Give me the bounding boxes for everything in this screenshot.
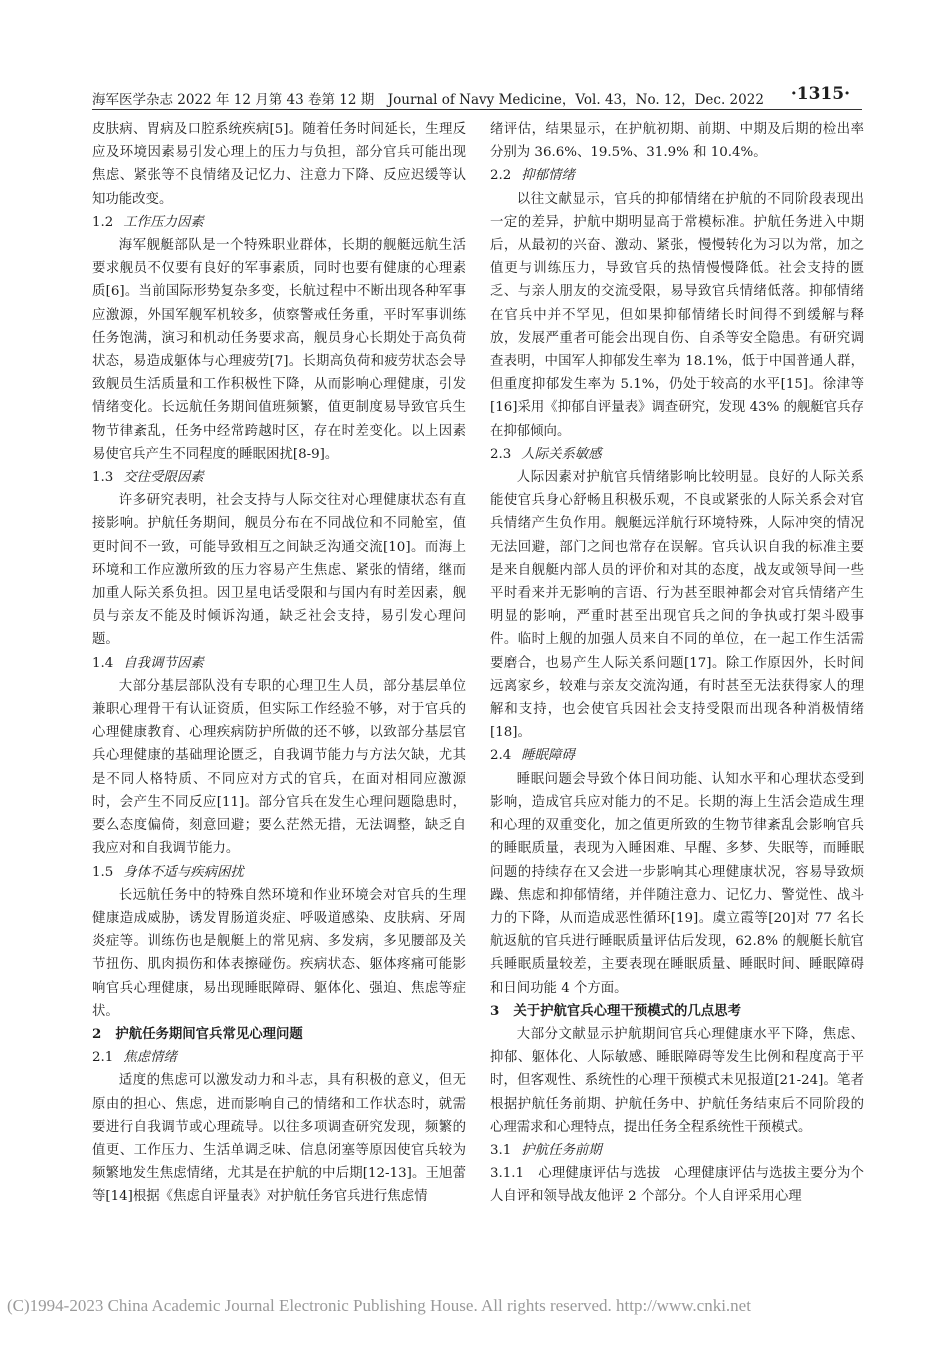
section-title: 焦虑情绪	[123, 1050, 177, 1066]
section-heading-1-2	[92, 211, 466, 234]
section-number: 2	[92, 1025, 102, 1042]
section-number: 1.5	[92, 864, 114, 880]
section-number: 3.1	[490, 1142, 512, 1158]
section-heading-1-5	[92, 861, 466, 884]
section-heading-3-1	[490, 1139, 864, 1162]
section-number: 2.4	[490, 748, 512, 764]
section-heading-2-1	[92, 1046, 466, 1069]
paragraph-continued: 皮肤病、胃病及口腔系统疾病[5]。随着任务时间延长，生理反应及环境因素易引发心理上的压力与负担，部分官兵可能出现焦虑、紧张等不良情绪及记忆力、注意力下降、反应迟缓等认知功能改变。	[92, 122, 466, 207]
paragraph: 人际因素对护航官兵情绪影响比较明显。良好的人际关系能使官兵身心舒畅且积极乐观，不良或紧张的人际关系会对官兵情绪产生负作用。舰艇远洋航行环境特殊，人际冲突的情况无法回避，部门之间也常存在误解。官兵认识自我的标准主要是来自舰艇内部人员的评价和对其的态度，战友或领导间一些平时看来并无影响的言语、行为甚至眼神都会对官兵情绪产生明显的影响，严重时甚至出现官兵之间的争执或打架斗殴事件。临时上舰的加强人员来自不同的单位，在一起工作生活需要磨合，也易产生人际关系问题[17]。除工作原因外，长时间远离家乡，较难与亲友交流沟通，有时甚至无法获得家人的理解和支持，也会使官兵因社会支持受限而出现各种消极情绪[18]。	[490, 470, 864, 741]
section-heading-2	[92, 1023, 466, 1046]
section-heading-3-1-1	[490, 1162, 864, 1208]
section-title: 人际关系敏感	[521, 446, 602, 462]
paragraph-continued: 绪评估，结果显示，在护航初期、前期、中期及后期的检出率分别为 36.6%、19.5%、31.9% 和 10.4%。	[490, 122, 864, 161]
section-title: 自我调节因素	[123, 655, 204, 671]
section-title: 身体不适与疾病困扰	[123, 864, 244, 880]
section-number: 2.3	[490, 446, 512, 462]
page-header	[92, 84, 862, 110]
page-number: ·1315·	[790, 84, 850, 104]
paragraph: 睡眠问题会导致个体日间功能、认知水平和心理状态受到影响，造成官兵应对能力的不足。长期的海上生活会造成生理和心理的双重变化，加之值更所致的生物节律紊乱会影响官兵的睡眠质量，表现为入睡困难、早醒、多梦、失眠等，而睡眠问题的持续存在又会进一步影响其心理健康状况，容易导致烦躁、焦虑和抑郁情绪，并伴随注意力、记忆力、警觉性、战斗力的下降，从而造成恶性循环[19]。虞立霞等[20]对 77 名长航返航的官兵进行睡眠质量评估后发现，62.8% 的舰艇长航官兵睡眠质量较差，主要表现在睡眠质量、睡眠时间、睡眠障碍和日间功能 4 个方面。	[490, 771, 864, 996]
header-rule	[92, 109, 862, 110]
section-number: 3.1.1	[490, 1166, 525, 1182]
section-title: 护航任务前期	[521, 1142, 602, 1158]
section-number: 1.2	[92, 214, 114, 230]
paragraph: 适度的焦虑可以激发动力和斗志，具有积极的意义，但无原由的担心、焦虑，进而影响自己的情绪和工作状态时，就需要进行自我调节或心理疏导。以往多项调查研究发现，频繁的值更、工作压力、生活单调乏味、信息闭塞等原因使官兵较为频繁地发生焦虑情绪，尤其是在护航的中后期[12-13]。王旭蕾等[14]根据《焦虑自评量表》对护航任务官兵进行焦虑情	[92, 1073, 466, 1205]
section-heading-3	[490, 1000, 864, 1023]
paragraph: 长远航任务中的特殊自然环境和作业环境会对官兵的生理健康造成威胁，诱发胃肠道炎症、呼吸道感染、皮肤病、牙周炎症等。训练伤也是舰艇上的常见病、多发病，多见腰部及关节扭伤、肌肉损伤和体表擦碰伤。疾病状态、躯体疼痛可能影响官兵心理健康，易出现睡眠障碍、躯体化、强迫、焦虑等症状。	[92, 887, 466, 1019]
paragraph: 许多研究表明，社会支持与人际交往对心理健康状态有直接影响。护航任务期间，舰员分布在不同战位和不同舱室，值更时间不一致，可能导致相互之间缺乏沟通交流[10]。而海上环境和工作应激所致的压力容易产生焦虑、紧张的情绪，继而加重人际关系负担。因卫星电话受限和与国内有时差因素，舰员与亲友不能及时倾诉沟通，缺乏社会支持，易引发心理问题。	[92, 493, 466, 648]
section-title: 睡眠障碍	[521, 748, 575, 764]
inline-paragraph: 心理健康评估与选拔主要分为个人自评和领导战友他评 2 个部分。个人自评采用心理	[490, 1166, 865, 1205]
journal-header: 海军医学杂志 2022 年 12 月第 43 卷第 12 期 Journal of Navy Medicine，Vol. 43，No. 12，Dec. 2022	[92, 92, 764, 108]
section-number: 2.2	[490, 168, 512, 184]
left-column	[92, 118, 466, 1209]
paragraph: 海军舰艇部队是一个特殊职业群体，长期的舰艇远航生活要求舰员不仅要有良好的军事素质，同时也要有健康的心理素质[6]。当前国际形势复杂多变，长航过程中不断出现各种军事应激源，外国军舰军机较多，侦察警戒任务重，平时军事训练任务饱满，演习和机动任务要求高，舰员身心长期处于高负荷状态，易造成躯体与心理疲劳[7]。长期高负荷和疲劳状态会导致舰员生活质量和工作积极性下降，从而影响心理健康，引发情绪变化。长远航任务期间值班频繁，值更制度易导致官兵生物节律紊乱，任务中经常跨越时区，存在时差变化。以上因素易使官兵产生不同程度的睡眠困扰[8-9]。	[92, 238, 466, 462]
section-heading-1-4	[92, 652, 466, 675]
paragraph: 大部分基层部队没有专职的心理卫生人员，部分基层单位兼职心理骨干有认证资质，但实际工作经验不够，对于官兵的心理健康教育、心理疾病防护所做的还不够，以致部分基层官兵心理健康的基础理论匮乏，自我调节能力与方法欠缺，尤其是不同人格特质、不同应对方式的官兵，在面对相同应激源时，会产生不同反应[11]。部分官兵在发生心理问题隐患时，要么态度偏倚，刻意回避；要么茫然无措，无法调整，缺乏自我应对和自我调节能力。	[92, 678, 466, 857]
section-heading-2-2	[490, 164, 864, 187]
copyright-footer: (C)1994-2023 China Academic Journal Electronic Publishing House. All rights reserved. http://www.cnki.net	[7, 1296, 751, 1315]
section-number: 1.4	[92, 655, 114, 671]
section-heading-2-3	[490, 443, 864, 466]
section-title: 交往受限因素	[123, 470, 204, 486]
section-number: 2.1	[92, 1050, 114, 1066]
section-title: 心理健康评估与选拔	[538, 1166, 661, 1182]
section-number: 3	[490, 1002, 500, 1019]
right-column	[490, 118, 864, 1209]
section-heading-2-4	[490, 744, 864, 767]
section-title: 护航任务期间官兵常见心理问题	[115, 1025, 303, 1042]
paragraph: 大部分文献显示护航期间官兵心理健康水平下降，焦虑、抑郁、躯体化、人际敏感、睡眠障碍等发生比例和程度高于平时，但客观性、系统性的心理干预模式未见报道[21-24]。笔者根据护航任务前期、护航任务中、护航任务结束后不同阶段的心理需求和心理特点，提出任务全程系统性干预模式。	[490, 1026, 864, 1135]
section-title: 关于护航官兵心理干预模式的几点思考	[513, 1002, 741, 1019]
section-number: 1.3	[92, 470, 114, 486]
section-title: 工作压力因素	[123, 214, 204, 230]
section-title: 抑郁情绪	[521, 168, 575, 184]
paragraph: 以往文献显示，官兵的抑郁情绪在护航的不同阶段表现出一定的差异，护航中期明显高于常模标准。护航任务进入中期后，从最初的兴奋、激动、紧张，慢慢转化为习以为常，加之值更与训练压力，导致官兵的热情慢慢降低。社会支持的匮乏、与亲人朋友的交流受限，易导致官兵情绪低落。抑郁情绪在官兵中并不罕见，但如果抑郁情绪长时间得不到缓解与释放，发展严重者可能会出现自伤、自杀等安全隐患。有研究调查表明，中国军人抑郁发生率为 18.1%，低于中国普通人群，但重度抑郁发生率为 5.1%，仍处于较高的水平[15]。徐津等[16]采用《抑郁自评量表》调查研究，发现 43% 的舰艇官兵存在抑郁倾向。	[490, 191, 864, 439]
section-heading-1-3	[92, 466, 466, 489]
